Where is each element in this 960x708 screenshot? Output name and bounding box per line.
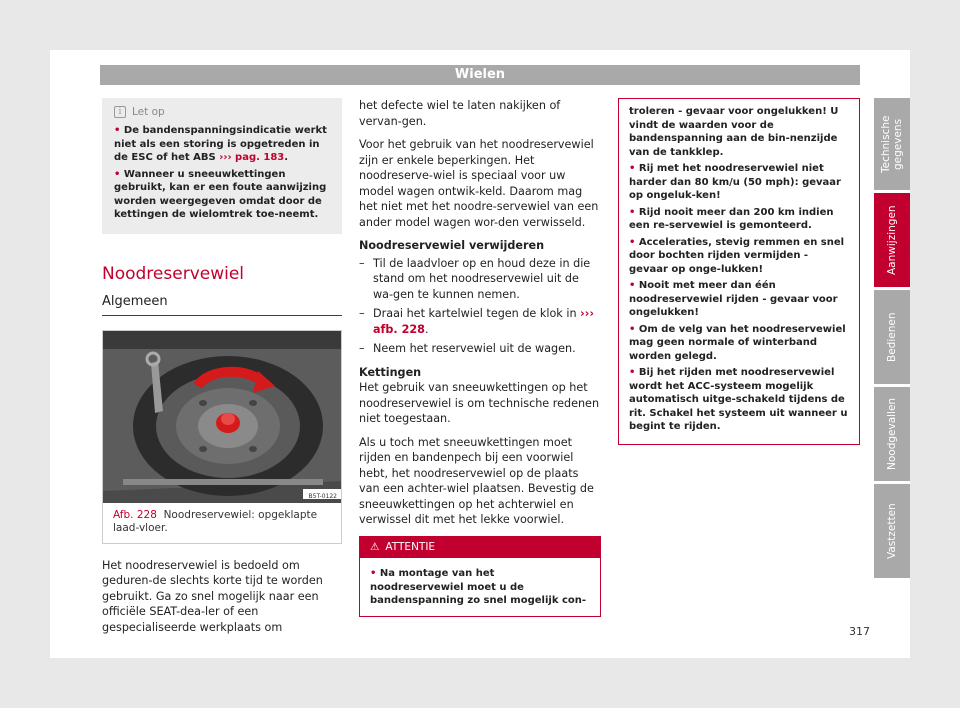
- warning-header: [360, 537, 600, 559]
- figure-link[interactable]: ››› afb. 228: [373, 307, 594, 336]
- note-item: • De bandenspanningsindicatie werkt niet als een storing is opgetreden in de ESC of het ABS ››› pag. 183.: [114, 125, 327, 163]
- tab-vastzetten[interactable]: Vastzetten: [874, 484, 910, 578]
- info-icon: i: [114, 106, 126, 118]
- figure-label: Afb. 228: [113, 508, 157, 521]
- step-item: – Til de laadvloer op en houd deze in die stand om het noodreservewiel uit de wa-gen te kunnen nemen.: [359, 256, 591, 301]
- bullet-icon: •: [370, 568, 377, 579]
- figure: [102, 330, 342, 544]
- section-title: Noodreservewiel: [102, 263, 245, 284]
- warning-item: • Acceleraties, stevig remmen en snel door bochten rijden vermijden - gevaar op onge-lukken!: [629, 236, 845, 275]
- step-item: – Draai het kartelwiel tegen de klok in ››› afb. 228.: [359, 307, 594, 336]
- warning-item: • Na montage van het noodreservewiel moet u de bandenspanning zo snel mogelijk con-: [370, 568, 587, 606]
- column-left: [102, 98, 342, 635]
- warning-item: • Om de velg van het noodreservewiel mag geen normale of winterband worden gelegd.: [629, 323, 846, 362]
- warning-continued-box: [618, 98, 860, 445]
- tab-noodgevallen[interactable]: Noodgevallen: [874, 387, 910, 481]
- bullet-icon: •: [114, 125, 121, 136]
- paragraph: Het gebruik van sneeuwkettingen op het noodreservewiel is om technische redenen niet toegestaan.: [359, 381, 600, 425]
- note-header: [114, 106, 330, 118]
- warning-box: [359, 536, 601, 617]
- warning-item: • Nooit met meer dan één noodreservewiel rijden - gevaar voor ongelukken!: [629, 280, 838, 318]
- tab-aanwijzingen[interactable]: Aanwijzingen: [874, 193, 910, 287]
- section-subtitle: Algemeen: [102, 294, 342, 316]
- warning-triangle-icon: ⚠: [370, 540, 380, 553]
- manual-page: [50, 50, 910, 658]
- warning-item: • Rijd nooit meer dan 200 km indien een re-servewiel is gemonteerd.: [629, 206, 834, 231]
- paragraph: Voor het gebruik van het noodreservewiel zijn er enkele beperkingen. Het noodreserve-wiel is speciaal voor uw model wagen ontwik-keld. Daarom mag het niet met het noodre-servewiel van een ander model wagen wor-den verwisseld.: [359, 138, 599, 229]
- warning-continued-text: troleren - gevaar voor ongelukken! U vindt de waarden voor de bandenspanning aan de bin-nenzijde van de tankklep.: [629, 106, 839, 158]
- note-title: Let op: [132, 106, 165, 118]
- note-item: • Wanneer u sneeuwkettingen gebruikt, kan er een foute aanwijzing worden weergegeven omdat door de kettingen de wielomtrek toe-neemt.: [114, 168, 327, 220]
- tab-technische-gegevens[interactable]: Technische gegevens: [874, 98, 910, 190]
- warning-title: ATTENTIE: [385, 540, 436, 553]
- column-middle: [359, 98, 601, 617]
- subheading-chains: Kettingen: [359, 365, 422, 379]
- chapter-header: Wielen: [100, 65, 860, 85]
- bullet-icon: •: [114, 168, 121, 180]
- page-number: 317: [849, 625, 870, 638]
- spare-wheel-image: [103, 331, 341, 503]
- tab-bedienen[interactable]: Bedienen: [874, 290, 910, 384]
- step-item: – Neem het reservewiel uit de wagen.: [359, 342, 576, 355]
- column-right: [618, 98, 860, 445]
- chapter-tabs: [874, 98, 910, 581]
- figure-caption: Afb. 228 Noodreservewiel: opgeklapte laad-vloer.: [113, 508, 318, 534]
- paragraph: het defecte wiel te laten nakijken of vervan-gen.: [359, 99, 561, 128]
- paragraph: Als u toch met sneeuwkettingen moet rijden en bandenpech bij een voorwiel hebt, het noodreservewiel op de plaats van een achter-wiel plaatsen. Bevestig de sneeuwkettingen op het achterwiel en verwissel dit met het lekke voorwiel.: [359, 435, 594, 526]
- spare-wheel-illustration: [103, 331, 341, 503]
- subheading-remove: Noodreservewiel verwijderen: [359, 239, 545, 252]
- figure-code: B5T-0122: [308, 492, 337, 500]
- page-link[interactable]: ››› pag. 183: [219, 152, 285, 163]
- warning-item: • Rij met het noodreservewiel niet harder dan 80 km/u (50 mph): gevaar op ongeluk-ken!: [629, 163, 841, 201]
- warning-item: • Bij het rijden met noodreservewiel wordt het ACC-systeem mogelijk automatisch uitge-schakeld tijdens de rit. Schakel het systeem uit wanneer u begint te rijden.: [629, 367, 848, 432]
- note-box: [102, 98, 342, 234]
- intro-paragraph: Het noodreservewiel is bedoeld om geduren-de slechts korte tijd te worden gebruikt. Ga zo snel mogelijk naar een officiële SEAT-dea-ler of een gespecialiseerde werkplaats om: [102, 558, 323, 634]
